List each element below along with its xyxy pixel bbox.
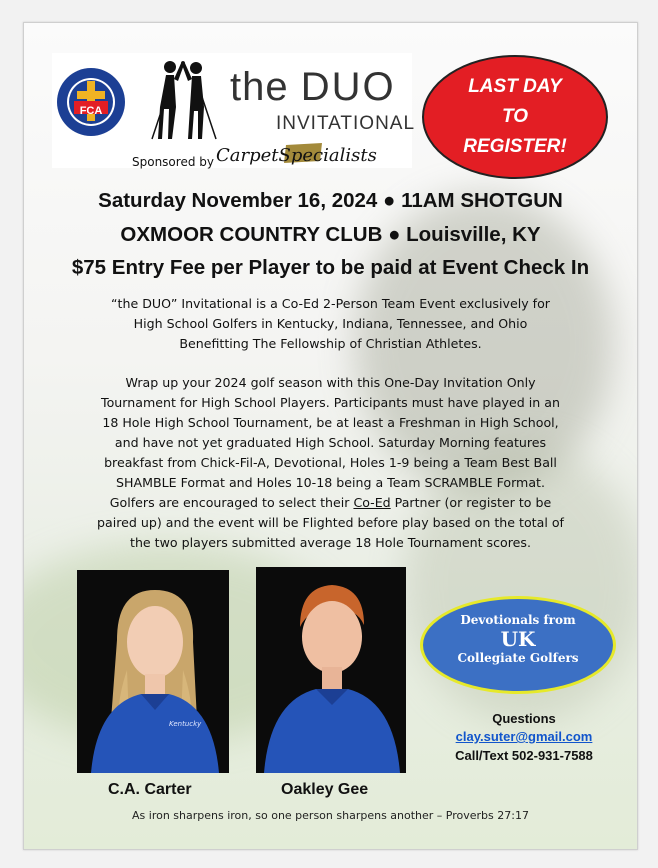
- logo-the: the: [230, 65, 289, 109]
- devotionals-line-1: Devotionals from: [460, 613, 576, 627]
- event-date: Saturday November 16, 2024 ● 11AM SHOTGUN: [98, 189, 563, 212]
- email-row: [424, 729, 624, 744]
- questions-label: Questions: [492, 711, 556, 726]
- fca-seal-icon: [56, 67, 126, 137]
- details-line: breakfast from Chick-Fil-A, Devotional, Holes 1-9 being a Team Best Ball: [104, 455, 557, 470]
- intro-line: High School Golfers in Kentucky, Indiana, Tennessee, and Ohio: [133, 316, 528, 331]
- details-text: Partner (or register to be: [390, 495, 552, 510]
- details-line: SHAMBLE Format and Holes 10-18 being a Team SCRAMBLE Format.: [116, 475, 545, 490]
- shirt-logo: Kentucky: [169, 720, 202, 728]
- player-name-carter: C.A. Carter: [108, 781, 192, 798]
- logo-title: [230, 65, 396, 110]
- flyer-page: [23, 22, 638, 850]
- event-location: OXMOOR COUNTRY CLUB ● Louisville, KY: [120, 223, 541, 246]
- badge-line-2: TO: [501, 106, 529, 127]
- sponsor-name: CarpetSpecialists: [216, 145, 377, 166]
- details-line: the two players submitted average 18 Hole Tournament scores.: [130, 535, 531, 550]
- entry-fee: $75 Entry Fee per Player to be paid at Event Check In: [71, 256, 590, 279]
- details-line: and have not yet graduated High School. Saturday Morning features: [114, 435, 547, 450]
- player-photo-gee: [256, 567, 406, 773]
- details-line: Wrap up your 2024 golf season with this One-Day Invitation Only: [125, 375, 536, 390]
- contact-email-link[interactable]: clay.suter@gmail.com: [455, 729, 593, 744]
- co-ed-underlined: Co-Ed: [353, 495, 391, 510]
- badge-line-1: LAST DAY: [468, 76, 562, 97]
- golfer-figures-icon: [144, 57, 224, 142]
- intro-paragraph: [54, 294, 607, 354]
- devotionals-line-3: Collegiate Golfers: [457, 651, 579, 665]
- fca-abbr: FCA: [79, 105, 103, 117]
- details-paragraph: [54, 373, 607, 553]
- player-portrait-female: [77, 570, 229, 773]
- last-day-badge: [422, 55, 608, 179]
- details-line: Tournament for High School Players. Participants must have played in an: [101, 395, 560, 410]
- details-text: Golfers are encouraged to select their: [109, 495, 354, 510]
- badge-line-3: REGISTER!: [463, 136, 567, 157]
- details-line: paired up) and the event will be Flighted before play based on the total of: [97, 515, 564, 530]
- logo-duo: DUO: [300, 65, 396, 109]
- intro-line: “the DUO” Invitational is a Co-Ed 2-Person Team Event exclusively for: [111, 296, 550, 311]
- details-line: [54, 493, 607, 513]
- player-photo-carter: [77, 570, 229, 773]
- contact-phone: Call/Text 502-931-7588: [455, 748, 593, 763]
- player-name-gee: Oakley Gee: [281, 781, 369, 798]
- player-portrait-male: [256, 567, 406, 773]
- details-line: 18 Hole High School Tournament, be at least a Freshman in High School,: [102, 415, 559, 430]
- bible-verse: As iron sharpens iron, so one person sharpens another – Proverbs 27:17: [132, 809, 529, 822]
- logo-invitational: INVITATIONAL: [276, 113, 416, 134]
- intro-line: Benefitting The Fellowship of Christian Athletes.: [179, 336, 482, 351]
- devotionals-oval: [420, 596, 616, 694]
- sponsored-by-label: Sponsored by: [132, 155, 214, 169]
- devotionals-line-2: UK: [500, 627, 536, 651]
